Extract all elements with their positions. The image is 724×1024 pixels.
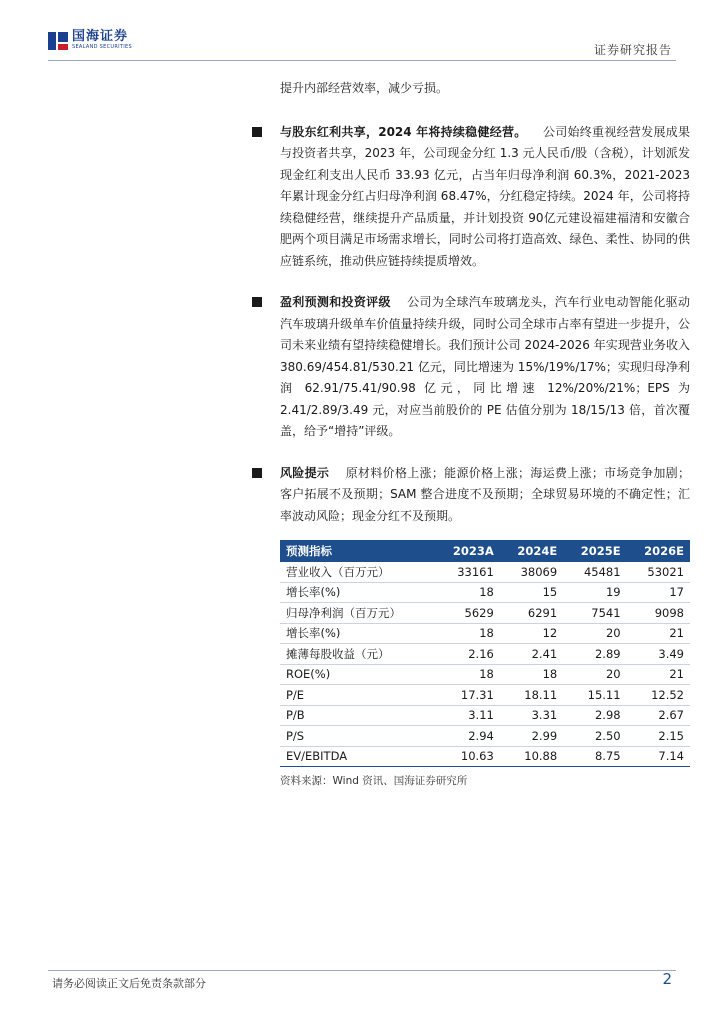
bullet-icon xyxy=(252,297,262,307)
page-number: 2 xyxy=(662,970,672,988)
row-label-cell: 增长率(%) xyxy=(280,582,435,603)
value-cell: 9098 xyxy=(627,603,690,624)
value-cell: 20 xyxy=(563,623,626,644)
value-cell: 19 xyxy=(563,582,626,603)
table-header-cell: 2024E xyxy=(500,540,563,562)
value-cell: 2.94 xyxy=(435,726,500,747)
report-type: 证券研究报告 xyxy=(593,43,672,57)
row-label-cell: 摊薄每股收益（元） xyxy=(280,644,435,665)
value-cell: 7.14 xyxy=(627,746,690,767)
value-cell: 53021 xyxy=(627,562,690,582)
table-header-cell: 2023A xyxy=(435,540,500,562)
logo-icon xyxy=(48,30,68,50)
table-row xyxy=(280,746,690,767)
logo-name-cn: 国海证券 xyxy=(72,29,129,44)
value-cell: 12.52 xyxy=(627,685,690,706)
value-cell: 21 xyxy=(627,623,690,644)
value-cell: 3.31 xyxy=(500,705,563,726)
bullet-icon xyxy=(252,127,262,137)
table-row xyxy=(280,562,690,582)
row-label-cell: P/B xyxy=(280,705,435,726)
row-label-cell: P/E xyxy=(280,685,435,706)
value-cell: 45481 xyxy=(563,562,626,582)
value-cell: 10.88 xyxy=(500,746,563,767)
value-cell: 20 xyxy=(563,664,626,685)
row-label-cell: P/S xyxy=(280,726,435,747)
forecast-table-section xyxy=(280,540,690,788)
row-label-cell: 增长率(%) xyxy=(280,623,435,644)
value-cell: 3.49 xyxy=(627,644,690,665)
row-label-cell: 营业收入（百万元） xyxy=(280,562,435,582)
value-cell: 15 xyxy=(500,582,563,603)
section-forecast xyxy=(280,292,690,443)
forecast-table xyxy=(280,540,690,767)
value-cell: 12 xyxy=(500,623,563,644)
company-logo xyxy=(48,30,132,50)
section-dividend xyxy=(280,122,690,273)
main-content xyxy=(280,78,690,527)
table-source: 资料来源：Wind 资讯、国海证券研究所 xyxy=(280,775,468,787)
value-cell: 38069 xyxy=(500,562,563,582)
value-cell: 2.50 xyxy=(563,726,626,747)
value-cell: 18 xyxy=(435,664,500,685)
table-header-cell: 2026E xyxy=(627,540,690,562)
section-title: 与股东红利共享，2024 年将持续稳健经营。 xyxy=(280,124,527,139)
value-cell: 33161 xyxy=(435,562,500,582)
footer-divider xyxy=(48,970,676,971)
value-cell: 3.11 xyxy=(435,705,500,726)
row-label-cell: ROE(%) xyxy=(280,664,435,685)
section-body: 公司为全球汽车玻璃龙头，汽车行业电动智能化驱动汽车玻璃升级单车价值量持续升级，同时公司全球市占率有望进一步提升，公司未来业绩有望持续稳健增长。我们预计公司 2024-2026 年实现营业务收入 380.69/454.81/530.21 亿元，同比增速为 15%/19%/17%；实现归母净利润 62.91/75.41/90.98 亿元，同比增速 12%/20%/21%；EPS 为 2.41/2.89/3.49 元，对应当前股价的 PE 估值分别为 18/15/13 倍，首次覆盖，给予“增持”评级。 xyxy=(280,295,690,438)
value-cell: 2.16 xyxy=(435,644,500,665)
value-cell: 8.75 xyxy=(563,746,626,767)
value-cell: 17 xyxy=(627,582,690,603)
value-cell: 10.63 xyxy=(435,746,500,767)
bullet-icon xyxy=(252,468,262,478)
table-row xyxy=(280,685,690,706)
value-cell: 2.67 xyxy=(627,705,690,726)
value-cell: 18.11 xyxy=(500,685,563,706)
page-header xyxy=(0,0,724,62)
table-row xyxy=(280,664,690,685)
value-cell: 5629 xyxy=(435,603,500,624)
footer-disclaimer: 请务必阅读正文后免责条款部分 xyxy=(52,977,206,990)
table-row xyxy=(280,726,690,747)
table-row xyxy=(280,623,690,644)
header-divider xyxy=(48,60,676,61)
value-cell: 18 xyxy=(500,664,563,685)
table-row xyxy=(280,644,690,665)
row-label-cell: 归母净利润（百万元） xyxy=(280,603,435,624)
paragraph-continuation: 提升内部经营效率，减少亏损。 xyxy=(280,81,449,95)
value-cell: 17.31 xyxy=(435,685,500,706)
value-cell: 2.41 xyxy=(500,644,563,665)
value-cell: 6291 xyxy=(500,603,563,624)
section-body: 公司始终重视经营发展成果与投资者共享，2023 年，公司现金分红 1.3 元人民币/股（含税），计划派发现金红利支出人民币 33.93 亿元，占当年归母净利润 60.3%，2021-2023 年累计现金分红占归母净利润 68.47%，分红稳定持续。2024 年，公司将持续稳健经营，继续提升产品质量，并计划投资 90亿元建设福建福清和安徽合肥两个项目满足市场需求增长，同时公司将打造高效、绿色、柔性、协同的供应链系统，推动供应链持续提质增效。 xyxy=(280,124,691,268)
value-cell: 18 xyxy=(435,623,500,644)
value-cell: 21 xyxy=(627,664,690,685)
value-cell: 2.15 xyxy=(627,726,690,747)
table-row xyxy=(280,603,690,624)
table-row xyxy=(280,582,690,603)
value-cell: 18 xyxy=(435,582,500,603)
logo-name-en: SEALAND SECURITIES xyxy=(72,44,132,50)
value-cell: 2.89 xyxy=(563,644,626,665)
table-header-cell: 预测指标 xyxy=(280,540,435,562)
section-title: 盈利预测和投资评级 xyxy=(280,295,391,309)
table-header-row xyxy=(280,540,690,562)
value-cell: 2.98 xyxy=(563,705,626,726)
row-label-cell: EV/EBITDA xyxy=(280,746,435,767)
table-header-cell: 2025E xyxy=(563,540,626,562)
section-body: 原材料价格上涨；能源价格上涨；海运费上涨；市场竞争加剧；客户拓展不及预期；SAM 整合进度不及预期；全球贸易环境的不确定性；汇率波动风险；现金分红不及预期。 xyxy=(280,465,690,523)
table-row xyxy=(280,705,690,726)
section-risk xyxy=(280,463,690,528)
section-title: 风险提示 xyxy=(280,465,330,480)
value-cell: 15.11 xyxy=(563,685,626,706)
value-cell: 2.99 xyxy=(500,726,563,747)
value-cell: 7541 xyxy=(563,603,626,624)
